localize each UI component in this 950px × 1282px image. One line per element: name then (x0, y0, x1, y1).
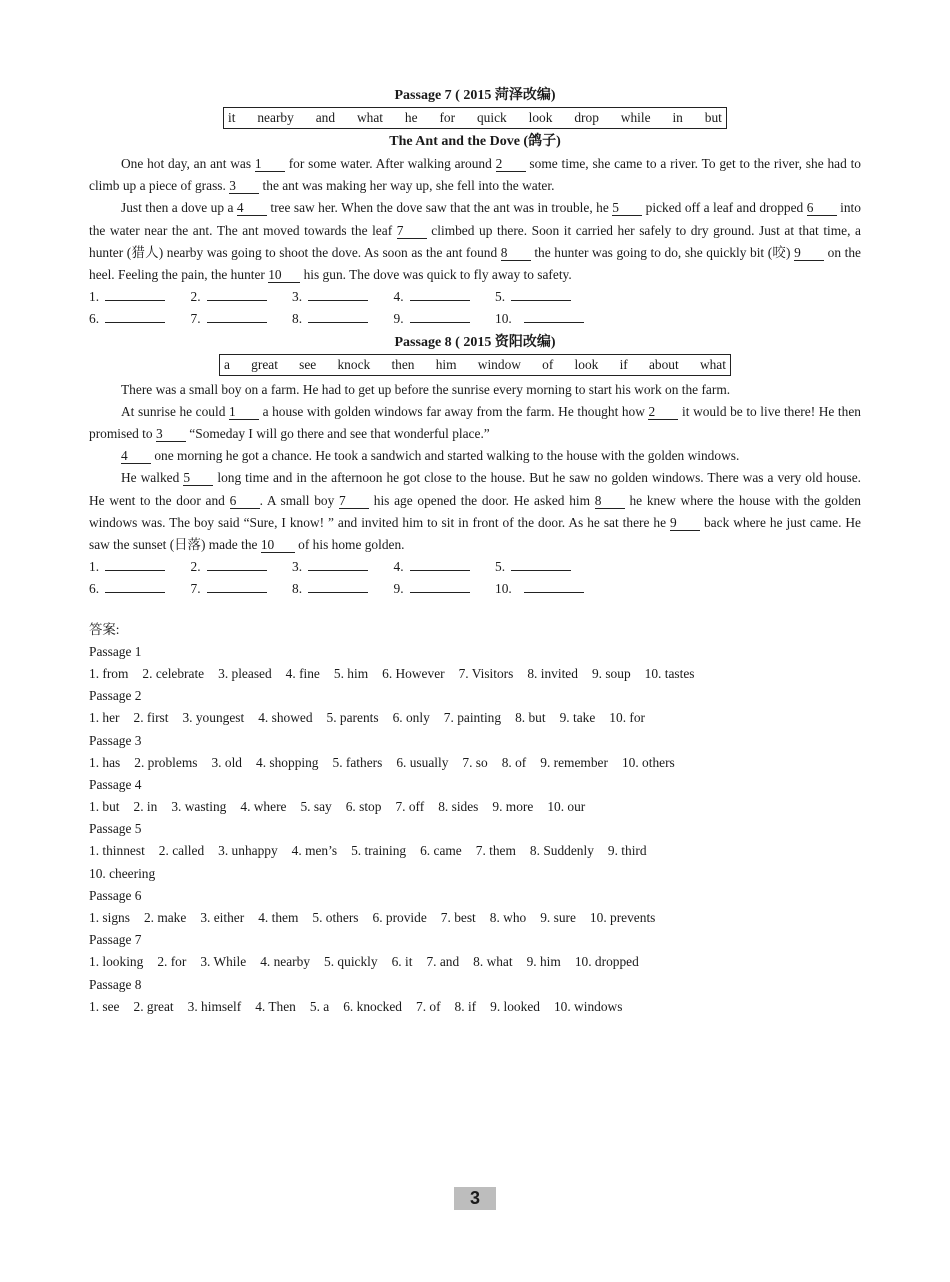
answer-number: 3. (292, 289, 303, 305)
answer-key-item: 7. them (475, 843, 516, 859)
answer-key-item: 3. pleased (218, 665, 272, 681)
answer-key-item: 9. remember (540, 754, 608, 770)
answer-key-item: 9. soup (591, 665, 631, 681)
answer-key-passage-label: Passage 3 (89, 732, 142, 748)
word-box-word: about (648, 356, 679, 372)
answer-key-item: 9. third (607, 843, 647, 859)
blank-7: 7 (397, 223, 427, 239)
answer-key-item: 10. our (547, 799, 586, 815)
answer-key-item: 4. nearby (260, 954, 311, 970)
text-run: into the water near the ant. The ant moved towards the leaf (89, 200, 861, 238)
text-run: He walked (121, 470, 184, 486)
answer-key-item: 6. came (420, 843, 462, 859)
answer-key-item: 4. shopping (256, 754, 319, 770)
answer-key-item: 8. what (473, 954, 513, 970)
answer-number: 4. (393, 289, 404, 305)
answer-key-item: 6. However (382, 665, 445, 681)
answer-number: 9. (393, 311, 404, 327)
blank-3: 3 (156, 426, 186, 442)
answer-key-item: 5. him (333, 665, 369, 681)
answer-key-item: 2. in (133, 799, 158, 815)
answer-blank (191, 578, 293, 600)
answer-key-item: 5. training (351, 843, 407, 859)
answer-key-item: 4. them (258, 910, 299, 926)
text-run: for some water. After walking around (284, 156, 496, 171)
answer-key-passage-label: Passage 5 (89, 821, 142, 837)
blank-5: 5 (612, 200, 642, 216)
answer-number: 9. (393, 581, 404, 597)
answer-key-row (89, 996, 861, 1018)
answer-key-item: 10. others (621, 754, 675, 770)
blank-5: 5 (183, 470, 213, 486)
answer-blank (191, 308, 293, 330)
answer-key-row (89, 907, 861, 929)
blank-1: 1 (229, 404, 259, 420)
blank-1: 1 (255, 156, 285, 172)
answer-key-item: 8. but (515, 710, 546, 726)
answer-key-item: 2. problems (134, 754, 198, 770)
answer-key-passage-label: Passage 2 (89, 688, 142, 704)
text-run: picked off a leaf and dropped (642, 200, 807, 216)
text-run: some time, she came to a river. To get to the river, she had to climb up a piece of grass. (89, 156, 862, 194)
answer-key-row (89, 663, 861, 685)
answer-number: 7. (190, 581, 201, 597)
answer-key-item: 2. make (143, 910, 187, 926)
answer-blank (394, 556, 496, 578)
answer-underline (524, 578, 584, 593)
answer-key-item: 10. cheering (89, 865, 156, 881)
blank-4: 4 (121, 448, 151, 464)
answer-key-item: 6. knocked (343, 998, 402, 1014)
answer-underline (207, 286, 267, 301)
blank-10: 10 (268, 267, 300, 283)
text-run: the ant was making her way up, she fell into the water. (259, 178, 555, 194)
blank-9: 9 (670, 515, 700, 531)
passage-8-paragraph-3 (89, 445, 861, 467)
answer-underline (410, 286, 470, 301)
word-box-word: in (672, 110, 683, 125)
blank-7: 7 (339, 493, 369, 509)
answer-blank-row (89, 556, 861, 578)
answer-blank (394, 308, 496, 330)
text-run: the hunter was going to do, she quickly bit (咬) (530, 244, 795, 260)
answer-underline (308, 286, 368, 301)
passage-7-title: Passage 7 ( 2015 菏泽改编) (394, 88, 556, 103)
answer-key-item: 3. old (211, 754, 242, 770)
answer-blank (89, 286, 191, 308)
answer-blank (292, 308, 394, 330)
answer-number: 5. (495, 289, 506, 305)
answer-number: 8. (292, 311, 303, 327)
answer-key-item: 7. of (416, 998, 441, 1014)
answer-underline (105, 578, 165, 593)
word-box-word: look (574, 356, 599, 372)
answer-blank (191, 286, 293, 308)
answer-key-item: 4. Then (255, 998, 296, 1014)
answer-key-item: 6. usually (396, 754, 449, 770)
answer-number: 1. (89, 559, 100, 575)
answer-key-item: 1. thinnest (89, 843, 145, 859)
word-box-word: and (315, 110, 336, 125)
blank-6: 6 (807, 200, 837, 216)
answer-key-item: 9. more (492, 799, 534, 815)
answer-key-item: 5. parents (326, 710, 379, 726)
word-box-word: knock (337, 356, 371, 372)
answer-number: 6. (89, 311, 100, 327)
answer-number: 10. (495, 581, 512, 597)
blank-4: 4 (237, 200, 267, 216)
answer-key-item: 1. has (89, 754, 121, 770)
word-box-word: great (251, 356, 278, 372)
answer-key-item: 7. off (395, 799, 425, 815)
word-box-word: while (620, 110, 651, 125)
answer-key-item: 3. himself (187, 998, 242, 1014)
word-box-word: see (299, 356, 317, 372)
word-box-word: him (435, 356, 457, 372)
answer-blank (292, 286, 394, 308)
word-box-word: nearby (257, 110, 294, 125)
answer-key-item: 8. invited (527, 665, 578, 681)
answer-number: 10. (495, 311, 512, 327)
answer-number: 1. (89, 289, 100, 305)
answer-key-row (89, 863, 861, 885)
text-run: At sunrise he could (121, 403, 229, 419)
answer-underline (308, 556, 368, 571)
passage-8-answer-lines (89, 556, 861, 600)
answer-underline (410, 578, 470, 593)
answer-number: 2. (190, 289, 201, 305)
answer-key-row (89, 796, 861, 818)
answer-underline (308, 578, 368, 593)
answer-key-item: 9. him (526, 954, 561, 970)
answer-key-passage-label: Passage 4 (89, 776, 142, 792)
text-run: Just then a dove up a (121, 200, 237, 216)
blank-8: 8 (501, 245, 531, 261)
answer-key-item: 5. say (300, 799, 332, 815)
word-box-word: what (699, 356, 726, 372)
story-title: The Ant and the Dove (鸽子) (389, 134, 561, 149)
passage-8-word-box (219, 354, 731, 376)
answer-blank-row (89, 308, 861, 330)
answer-key-item: 10. for (609, 710, 645, 726)
answer-key-item: 8. if (454, 998, 477, 1014)
answer-key-item: 10. prevents (589, 910, 656, 926)
answer-key-item: 10. windows (553, 998, 623, 1014)
answer-key-item: 5. fathers (332, 754, 383, 770)
answer-key-item: 8. of (501, 754, 527, 770)
word-box-word: a (224, 356, 230, 372)
text-run: one morning he got a chance. He took a sandwich and started walking to the house with the golden windows. (151, 448, 740, 464)
answer-number: 6. (89, 581, 100, 597)
answer-key-item: 5. others (312, 910, 359, 926)
answer-key-item: 2. celebrate (142, 665, 205, 681)
text-run: his age opened the door. He asked him (369, 492, 595, 508)
blank-2: 2 (496, 156, 526, 172)
word-box-word: look (528, 110, 553, 125)
page-number: 3 (454, 1187, 496, 1210)
answer-number: 2. (190, 559, 201, 575)
blank-6: 6 (230, 493, 260, 509)
answer-key-item: 6. only (392, 710, 430, 726)
answer-key-row (89, 707, 861, 729)
answer-blank (394, 578, 496, 600)
answer-key-item: 1. signs (89, 910, 130, 926)
blank-3: 3 (229, 178, 259, 194)
word-box-word: he (404, 110, 418, 125)
answer-underline (308, 308, 368, 323)
answer-blank (292, 578, 394, 600)
blank-9: 9 (794, 245, 824, 261)
passage-8-paragraph-4 (89, 467, 861, 556)
answer-key-passage-label: Passage 8 (89, 976, 142, 992)
answer-underline (524, 308, 584, 323)
answer-key-item: 6. provide (372, 910, 427, 926)
word-box-word: quick (476, 110, 507, 125)
answer-key-item: 9. take (559, 710, 596, 726)
answer-blank (495, 578, 605, 600)
answer-key-item: 3. either (200, 910, 245, 926)
answer-key-item: 2. first (133, 710, 169, 726)
word-box-word: of (542, 356, 554, 372)
answer-key-passage-label: Passage 7 (89, 932, 142, 948)
answer-key-item: 5. a (309, 998, 330, 1014)
answer-blank (394, 286, 496, 308)
text-run: it would be to live there! He then promised to (89, 403, 861, 441)
answer-key-passage-label: Passage 1 (89, 643, 142, 659)
answer-key-item: 1. but (89, 799, 120, 815)
answer-key-item: 1. looking (89, 954, 144, 970)
text-run: . A small boy (259, 492, 340, 508)
text-run: “Someday I will go there and see that wonderful place.” (185, 426, 490, 441)
answer-underline (207, 578, 267, 593)
answer-key-item: 7. Visitors (458, 665, 514, 681)
text-run: tree saw her. When the dove saw that the ant was in trouble, he (266, 200, 613, 216)
answer-underline (410, 308, 470, 323)
word-box-word: what (356, 110, 383, 125)
text-run: of his home golden. (294, 537, 405, 553)
passage-7-paragraph-1 (89, 153, 861, 197)
answer-key-item: 10. dropped (574, 954, 639, 970)
text-run: a house with golden windows far away from the farm. He thought how (259, 403, 649, 419)
answer-underline (105, 286, 165, 301)
answer-underline (207, 308, 267, 323)
answer-key-item: 7. and (426, 954, 460, 970)
answer-blank (495, 556, 597, 578)
answer-blank (495, 308, 605, 330)
passage-8-paragraph-1: There was a small boy on a farm. He had to get up before the sunrise every morning to start his work on the farm. (121, 381, 731, 397)
blank-10: 10 (261, 537, 295, 553)
answer-key-row (89, 752, 861, 774)
answer-key-item: 1. from (89, 665, 129, 681)
answer-key-item: 2. called (158, 843, 205, 859)
word-box-word: for (439, 110, 456, 125)
answer-key-item: 4. showed (258, 710, 313, 726)
answer-key-item: 3. While (200, 954, 247, 970)
answer-key-row (89, 951, 861, 973)
answer-underline (207, 556, 267, 571)
answer-key-item: 3. youngest (182, 710, 245, 726)
text-run: he knew where the house with the golden windows was. The boy said “Sure, I know! ” and invited him to sit in front of the door. As he sat there he (89, 492, 862, 530)
answer-key-item: 2. for (157, 954, 187, 970)
blank-2: 2 (648, 404, 678, 420)
answer-key-row (89, 840, 861, 862)
answer-key-item: 8. who (489, 910, 527, 926)
passage-8-paragraph-2 (89, 401, 861, 445)
answer-key-item: 7. painting (443, 710, 502, 726)
answer-key-item: 9. sure (540, 910, 576, 926)
answer-key-item: 10. tastes (644, 665, 695, 681)
answer-underline (511, 556, 571, 571)
answer-key-item: 1. her (89, 710, 120, 726)
answer-number: 8. (292, 581, 303, 597)
answer-blank (191, 556, 293, 578)
answer-number: 3. (292, 559, 303, 575)
blank-8: 8 (595, 493, 625, 509)
answer-key-item: 7. best (440, 910, 476, 926)
answer-number: 4. (393, 559, 404, 575)
answer-blank (89, 308, 191, 330)
passage-7-paragraph-2 (89, 197, 861, 286)
passage-8-title: Passage 8 ( 2015 资阳改编) (394, 334, 556, 350)
answer-blank (495, 286, 597, 308)
word-box-word: then (391, 356, 415, 372)
answer-number: 7. (190, 311, 201, 327)
text-run: his gun. The dove was quick to fly away to safety. (300, 267, 572, 283)
answer-blank (292, 556, 394, 578)
page-content (89, 84, 861, 1018)
answer-key-item: 6. it (391, 954, 413, 970)
answer-key-heading: 答案: (89, 621, 120, 637)
answer-underline (511, 286, 571, 301)
answer-key-item: 8. Suddenly (529, 843, 594, 859)
answer-key-item: 4. fine (285, 665, 320, 681)
word-box-word: drop (574, 110, 599, 125)
answer-blank (89, 578, 191, 600)
answer-key (89, 619, 861, 1018)
word-box-word: if (619, 356, 628, 372)
answer-blank-row (89, 286, 861, 308)
answer-blank (89, 556, 191, 578)
answer-key-item: 2. great (133, 998, 174, 1014)
passage-7-word-box (223, 107, 727, 129)
text-run: on the heel. Feeling the pain, the hunter (89, 244, 861, 283)
answer-key-item: 4. men’s (291, 843, 338, 859)
word-box-word: window (477, 356, 521, 372)
answer-key-item: 8. sides (438, 799, 479, 815)
text-run: long time and in the afternoon he got close to the house. But he saw no golden windows. There was a very old house. He went to the door and (89, 470, 861, 508)
answer-key-item: 3. wasting (171, 799, 227, 815)
word-box-word: but (704, 110, 722, 125)
answer-key-passage-label: Passage 6 (89, 887, 142, 903)
answer-key-item: 9. looked (490, 998, 540, 1014)
answer-number: 5. (495, 559, 506, 575)
answer-key-item: 4. where (240, 799, 287, 815)
answer-blank-row (89, 578, 861, 600)
answer-key-item: 3. unhappy (218, 843, 278, 859)
answer-underline (410, 556, 470, 571)
answer-key-item: 1. see (89, 998, 120, 1014)
text-run: climbed up there. Soon it carried her safely to dry ground. Just at that time, a hunter (猎人) nearby was going to shoot the dove. As soon as the ant found (89, 222, 861, 260)
answer-underline (105, 556, 165, 571)
answer-key-item: 6. stop (345, 799, 382, 815)
text-run: One hot day, an ant was (121, 156, 255, 171)
answer-key-item: 5. quickly (324, 954, 378, 970)
answer-underline (105, 308, 165, 323)
answer-key-item: 7. so (462, 754, 488, 770)
passage-7-answer-lines (89, 286, 861, 330)
word-box-word: it (228, 110, 236, 125)
text-run: back where he just came. He saw the sunset (日落) made the (89, 514, 861, 553)
